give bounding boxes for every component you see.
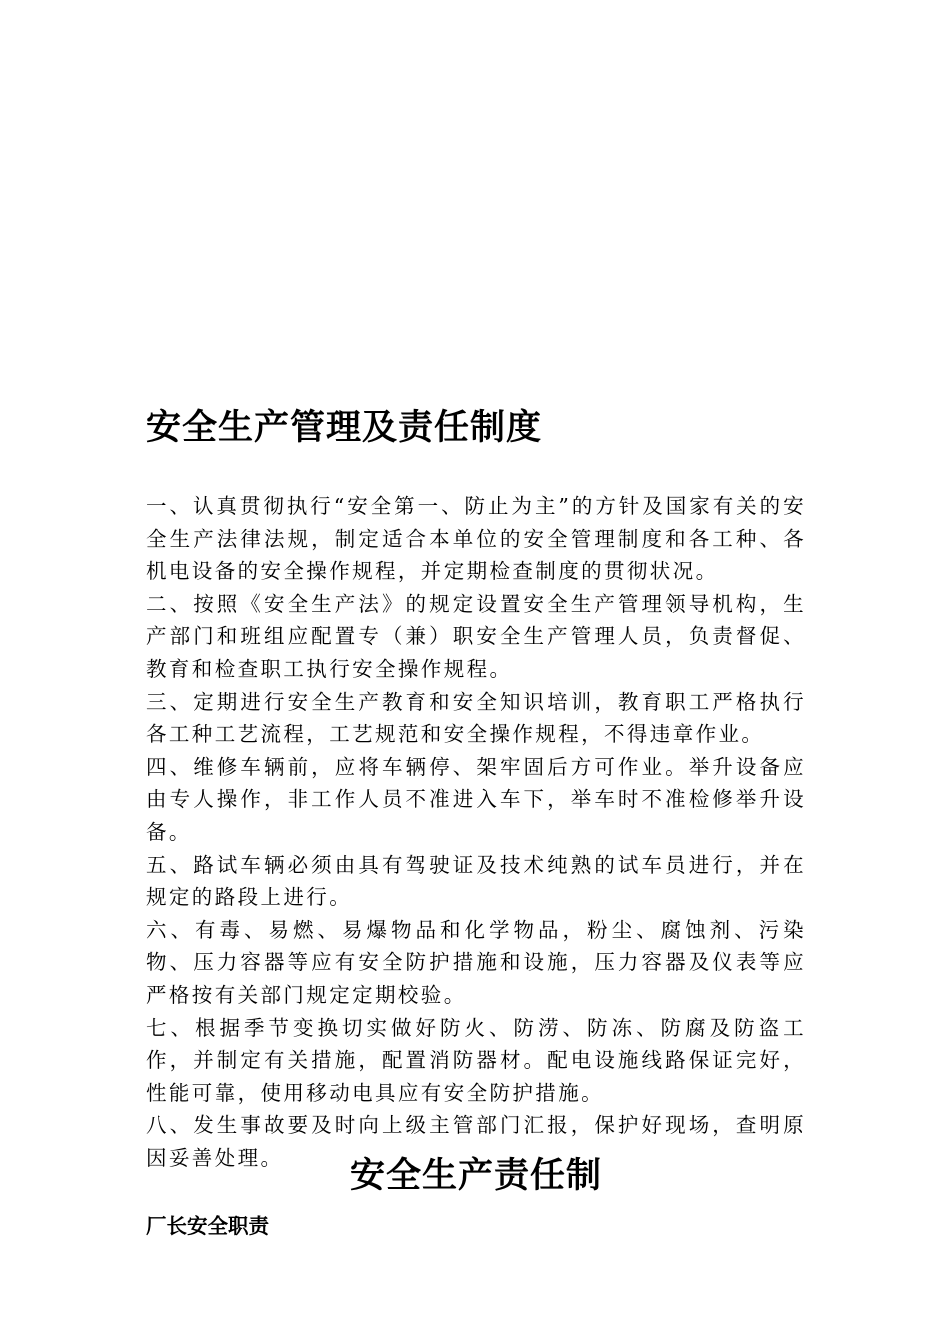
sub-heading: 厂长安全职责 [146,1214,269,1238]
paragraph: 四、维修车辆前，应将车辆停、架牢固后方可作业。举升设备应由专人操作，非工作人员不准进入车下，举车时不准检修举升设备。 [146,754,806,844]
paragraph: 五、路试车辆必须由具有驾驶证及技术纯熟的试车员进行，并在规定的路段上进行。 [146,852,806,910]
document-title: 安全生产管理及责任制度 [146,407,543,448]
paragraph: 八、发生事故要及时向上级主管部门汇报，保护好现场，查明原因妥善处理。 [146,1113,806,1170]
paragraph: 六、有毒、易燃、易爆物品和化学物品，粉尘、腐蚀剂、污染物、压力容器等应有安全防护措施和设施，压力容器及仪表等应严格按有关部门规定定期校验。 [146,917,806,1007]
document-body [146,490,806,1174]
section-title: 安全生产责任制 [349,1155,602,1196]
paragraph: 一、认真贯彻执行“安全第一、防止为主”的方针及国家有关的安全生产法律法规，制定适合本单位的安全管理制度和各工种、各机电设备的安全操作规程，并定期检查制度的贯彻状况。 [146,494,806,584]
paragraph: 三、定期进行安全生产教育和安全知识培训，教育职工严格执行各工种工艺流程，工艺规范和安全操作规程，不得违章作业。 [146,689,806,747]
paragraph: 七、根据季节变换切实做好防火、防涝、防冻、防腐及防盗工作，并制定有关措施，配置消防器材。配电设施线路保证完好，性能可靠，使用移动电具应有安全防护措施。 [146,1015,806,1105]
paragraph: 二、按照《安全生产法》的规定设置安全生产管理领导机构，生产部门和班组应配置专（兼）职安全生产管理人员，负责督促、教育和检查职工执行安全操作规程。 [146,591,806,681]
